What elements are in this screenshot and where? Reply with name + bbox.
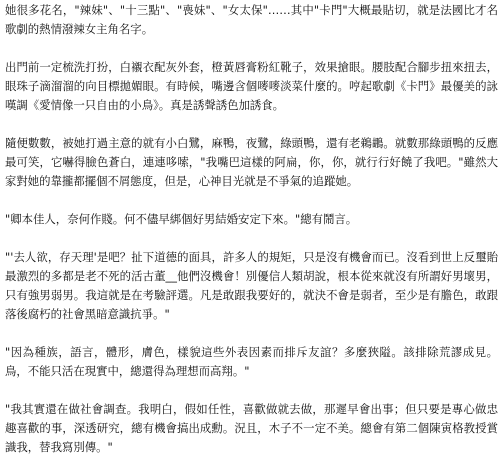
paragraph-nicknames: 她很多花名，"辣妹"、"十三點"、"喪妹"、"女太保"……其中"卡門"大概最貼切，就是法國比才名歌劇的熱情潑辣女主角名字。 (5, 3, 498, 36)
paragraph-suitors: 隨便數數，被她打過主意的就有小白鷺，麻鴨，夜鷺，綠頭鴨，還有老鵜鶘。就數那綠頭鴨的反應最可笑，它嚇得臉色蒼白，連連哆嗦，"我嘴巴這樣的阿扁，你，你，就行行好饒了我吧。"雖然大家對她的靠攏都擺個不屑態度，但是，心神目光就是不爭氣的追蹤她。 (5, 136, 498, 188)
paragraph-appearance: 出門前一定梳洗打扮，白襯衣配灰外套，橙黃唇膏粉紅靴子，效果搶眼。腰肢配合腳步扭來扭去，眼珠子滴溜溜的向目標拋媚眼。有時候，嘴邊含個嘜嘜淡菜什麼的。哼起歌劇《卡門》最優美的詠嘆調《愛情像一只自由的小鳥》。真是誘聲誘色加誘食。 (5, 60, 498, 112)
paragraph-prejudice: "因為種族，語言，體形，膚色，樣貌這些外表因素而排斥友誼？多麼狹隘。該排除荒謬成見。鳥，不能只活在現實中，總還得為理想而高翔。" (5, 345, 498, 378)
paragraph-rebuttal: "'去人欲，存天理'是吧？扯下道德的面具，許多人的規矩，只是沒有機會而已。沒看到世上反璽貽最激烈的多都是老不死的活古董__他們沒機會！別優信人類胡說，根本從來就沒有所謂好男壞男，只有強男弱男。我這就是在考驗評選。凡是敢跟我要好的，就決不會是弱者，至少是有膽色，敢跟落後腐朽的社會黑暗意識抗爭。" (5, 250, 498, 321)
paragraph-advice: "卿本佳人，奈何作賤。何不儘早綁個好男結婚安定下來。"總有鬧言。 (5, 212, 358, 226)
paragraph-research: "我其實還在做社會調查。我明白，假如任性，喜歡做就去做，那遲早會出事；但只要是專心做忠趣喜歡的事，深透研究，總有機會搞出成勳。況且，木子不一定不美。總會有第二個陳寅格教授賞識我，替我寫別傳。" (5, 402, 498, 454)
